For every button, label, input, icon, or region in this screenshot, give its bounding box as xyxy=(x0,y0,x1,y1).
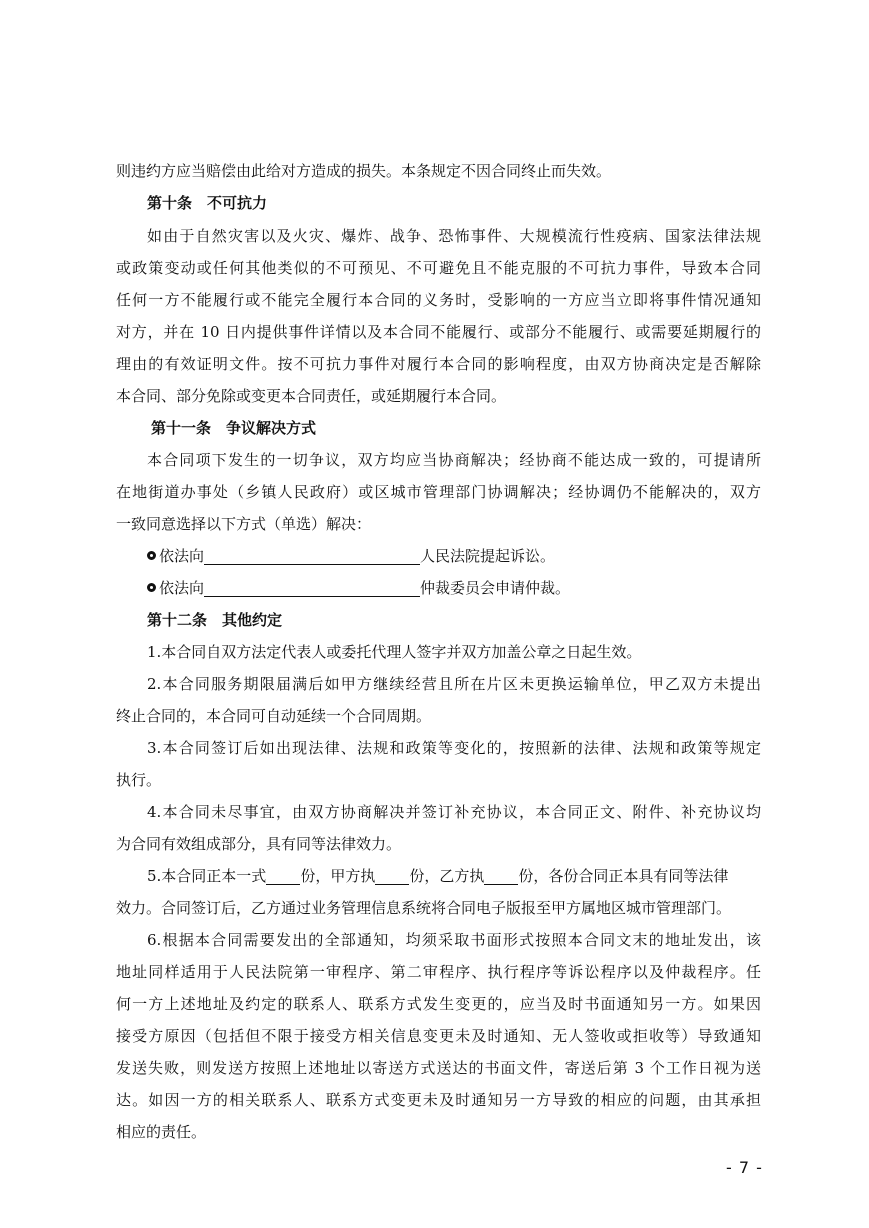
copies-text: 份，各份合同正本具有同等法律 xyxy=(518,867,729,885)
copies-text: 5.本合同正本一式 xyxy=(147,867,267,885)
paragraph-line: 一致同意选择以下方式（单选）解决： xyxy=(116,515,372,533)
paragraph-line: 达。如因一方的相关联系人、联系方式变更未及时通知另一方导致的相应的问题，由其承担 xyxy=(116,1091,761,1109)
page-number: - 7 - xyxy=(726,1158,763,1177)
paragraph-line: 相应的责任。 xyxy=(116,1123,207,1141)
paragraph-line: 接受方原因（包括但不限于接受方相关信息变更未及时通知、无人签收或拒收等）导致通知 xyxy=(116,1027,761,1045)
paragraph-line: 发送失败，则发送方按照上述地址以寄送方式送达的书面文件，寄送后第 3 个工作日视为送 xyxy=(116,1059,761,1077)
copies-text: 份，甲方执 xyxy=(300,867,376,885)
paragraph-line: 2.本合同服务期限届满后如甲方继续经营且所在片区未更换运输单位，甲乙双方未提出 xyxy=(147,675,761,693)
option-text-pre: 依法向 xyxy=(159,547,205,565)
paragraph-line: 何一方上述地址及约定的联系人、联系方式发生变更的，应当及时书面通知另一方。如果因 xyxy=(116,995,761,1013)
court-name-blank[interactable] xyxy=(204,546,420,565)
party-a-copies-blank[interactable] xyxy=(375,866,409,885)
article-12-heading: 第十二条 其他约定 xyxy=(147,611,283,629)
paragraph-line: 任何一方不能履行或不能完全履行本合同的义务时，受影响的一方应当立即将事件情况通知 xyxy=(116,291,761,309)
paragraph-line: 4.本合同未尽事宜，由双方协商解决并签订补充协议，本合同正文、附件、补充协议均 xyxy=(147,803,761,821)
option-text-post: 仲裁委员会申请仲裁。 xyxy=(420,579,571,597)
total-copies-blank[interactable] xyxy=(266,866,300,885)
article-10-heading: 第十条 不可抗力 xyxy=(147,194,268,212)
paragraph-line: 效力。合同签订后，乙方通过业务管理信息系统将合同电子版报至甲方属地区城市管理部门。 xyxy=(116,899,732,917)
paragraph-line: 地址同样适用于人民法院第一审程序、第二审程序、执行程序等诉讼程序以及仲裁程序。任 xyxy=(116,963,761,981)
paragraph-line: 为合同有效组成部分，具有同等法律效力。 xyxy=(116,835,402,853)
paragraph-line: 理由的有效证明文件。按不可抗力事件对履行本合同的影响程度，由双方协商决定是否解除 xyxy=(116,355,761,373)
paragraph-line: 对方，并在 10 日内提供事件详情以及本合同不能履行、或部分不能履行、或需要延期履行的 xyxy=(116,323,761,341)
article-11-heading: 第十一条 争议解决方式 xyxy=(151,419,317,437)
radio-selected-icon[interactable] xyxy=(147,551,156,560)
paragraph-line: 则违约方应当赔偿由此给对方造成的损失。本条规定不因合同终止而失效。 xyxy=(116,162,612,180)
radio-selected-icon[interactable] xyxy=(147,583,156,592)
paragraph-line: 或政策变动或任何其他类似的不可预见、不可避免且不能克服的不可抗力事件，导致本合同 xyxy=(116,259,761,277)
paragraph-line: 3.本合同签订后如出现法律、法规和政策等变化的，按照新的法律、法规和政策等规定 xyxy=(147,739,761,757)
option-arbitration[interactable] xyxy=(147,573,761,603)
option-text-pre: 依法向 xyxy=(159,579,205,597)
paragraph-line: 终止合同的，本合同可自动延续一个合同周期。 xyxy=(116,707,432,725)
option-text-post: 人民法院提起诉讼。 xyxy=(420,547,556,565)
paragraph-line: 执行。 xyxy=(116,771,162,789)
option-litigation[interactable] xyxy=(147,541,761,571)
paragraph-line: 如由于自然灾害以及火灾、爆炸、战争、恐怖事件、大规模流行性疫病、国家法律法规 xyxy=(147,227,761,245)
copies-clause-line xyxy=(147,861,761,891)
copies-text: 份，乙方执 xyxy=(409,867,485,885)
paragraph-line: 本合同项下发生的一切争议，双方均应当协商解决；经协商不能达成一致的，可提请所 xyxy=(147,451,761,469)
paragraph-line: 本合同、部分免除或变更本合同责任，或延期履行本合同。 xyxy=(116,387,507,405)
party-b-copies-blank[interactable] xyxy=(484,866,518,885)
paragraph-line: 1.本合同自双方法定代表人或委托代理人签字并双方加盖公章之日起生效。 xyxy=(147,643,642,661)
paragraph-line: 6.根据本合同需要发出的全部通知，均须采取书面形式按照本合同文末的地址发出，该 xyxy=(147,931,761,949)
arbitration-committee-blank[interactable] xyxy=(204,578,420,597)
paragraph-line: 在地街道办事处（乡镇人民政府）或区城市管理部门协调解决；经协调仍不能解决的，双方 xyxy=(116,483,761,501)
